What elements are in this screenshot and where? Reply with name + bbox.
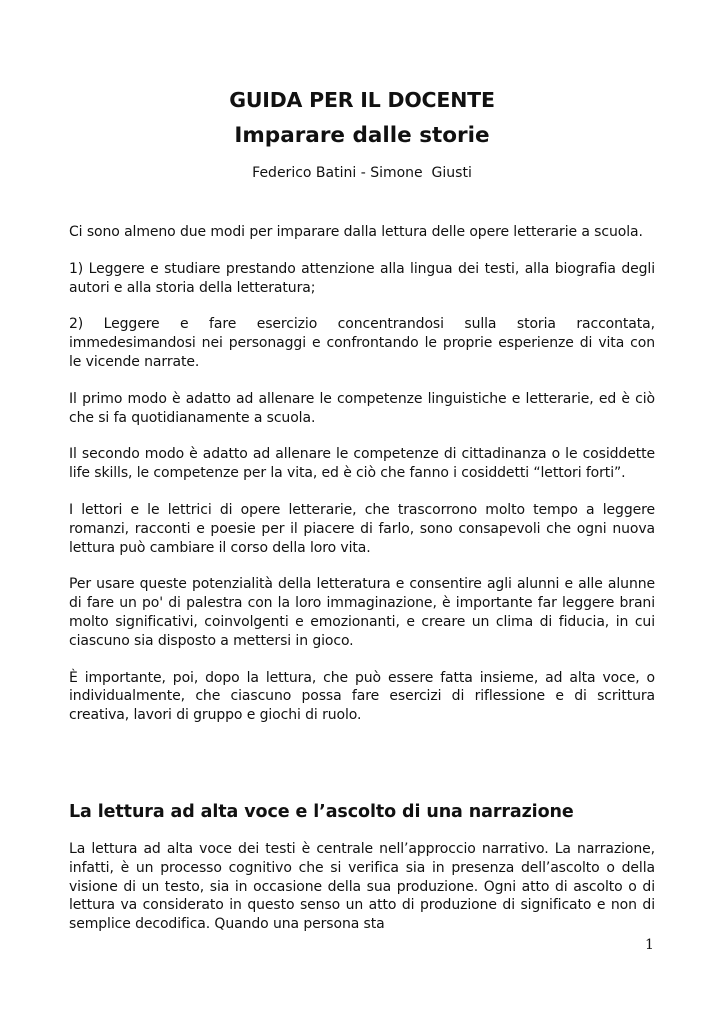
- section-body: [69, 840, 655, 934]
- paragraph: Il secondo modo è adatto ad allenare le competenze di cittadinanza o le cosiddette life skills, le competenze per la vita, ed è ciò che fanno i cosiddetti “lettori forti”.: [69, 446, 655, 482]
- document-title: GUIDA PER IL DOCENTE: [229, 88, 495, 112]
- page-number: 1: [645, 937, 654, 953]
- document-subtitle: Imparare dalle storie: [234, 123, 490, 148]
- paragraph: I lettori e le lettrici di opere letterarie, che trascorrono molto tempo a leggere romanzi, racconti e poesie per il piacere di farlo, sono consapevoli che ogni nuova lettura può cambiare il corso della loro vita.: [69, 501, 655, 556]
- paragraph: Ci sono almeno due modi per imparare dalla lettura delle opere letterarie a scuola.: [69, 224, 643, 240]
- paragraph: È importante, poi, dopo la lettura, che può essere fatta insieme, ad alta voce, o individualmente, che ciascuno possa fare esercizi di riflessione e di scrittura creativa, lavori di gruppo e giochi di ruolo.: [69, 669, 655, 724]
- paragraph: 1) Leggere e studiare prestando attenzione alla lingua dei testi, alla biografia degli autori e alla storia della letteratura;: [69, 260, 655, 296]
- paragraph: 2) Leggere e fare esercizio concentrandosi sulla storia raccontata, immedesimandosi nei personaggi e confrontando le proprie esperienze di vita con le vicende narrate.: [69, 316, 655, 370]
- document-authors: Federico Batini - Simone Giusti: [252, 165, 472, 181]
- paragraph: Il primo modo è adatto ad allenare le competenze linguistiche e letterarie, ed è ciò che si fa quotidianamente a scuola.: [69, 390, 655, 426]
- paragraph: Per usare queste potenzialità della letteratura e consentire agli alunni e alle alunne di fare un po' di palestra con la loro immaginazione, è importante far leggere brani molto significativi, coinvolgenti e emozionanti, e creare un clima di fiducia, in cui ciascuno sia disposto a mettersi in gioco.: [69, 576, 655, 649]
- section-paragraph: La lettura ad alta voce dei testi è centrale nell’approccio narrativo. La narrazione, infatti, è un processo cognitivo che si verifica sia in presenza dell’ascolto o della visione di un testo, sia in occasione della sua produzione. Ogni atto di ascolto o di lettura va considerato in questo senso un atto di produzione di significato e non di semplice decodifica. Quando una persona sta: [69, 841, 655, 933]
- intro-body: [69, 223, 655, 743]
- section-heading: La lettura ad alta voce e l’ascolto di una narrazione: [69, 802, 574, 822]
